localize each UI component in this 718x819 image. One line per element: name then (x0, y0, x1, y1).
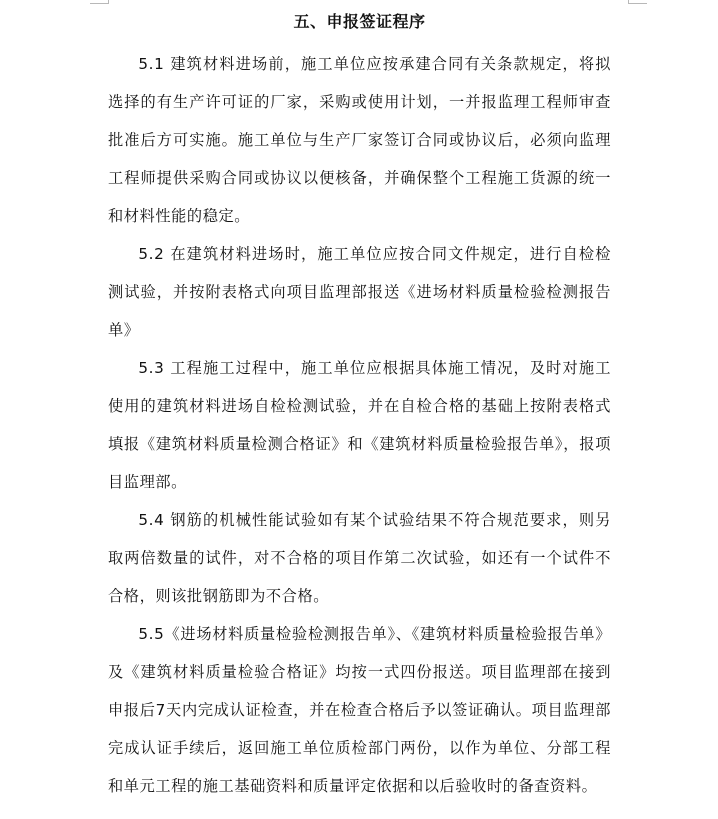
page-margin-mark-left (90, 0, 109, 4)
paragraph-5-1: 5.1 建筑材料进场前，施工单位应按承建合同有关条款规定，将拟选择的有生产许可证的厂家，采购或使用计划，一并报监理工程师审查批准后方可实施。施工单位与生产厂家签订合同或协议后，必须向监理工程师提供采购合同或协议以便核备，并确保整个工程施工货源的统一和材料性能的稳定。 (108, 55, 611, 225)
section-heading: 五、申报签证程序 (293, 12, 426, 31)
paragraph-5-2: 5.2 在建筑材料进场时，施工单位应按合同文件规定，进行自检检测试验，并按附表格式向项目监理部报送《进场材料质量检验检测报告单》 (108, 245, 611, 339)
paragraph-5-5: 5.5《进场材料质量检验检测报告单》、《建筑材料质量检验报告单》及《建筑材料质量检验合格证》均按一式四份报送。项目监理部在接到申报后7天内完成认证检查，并在检查合格后予以签证确认。项目监理部完成认证手续后，返回施工单位质检部门两份，以作为单位、分部工程和单元工程的施工基础资料和质量评定依据和以后验收时的备查资料。 (108, 625, 611, 795)
document-page (108, 8, 611, 805)
paragraph-5-3: 5.3 工程施工过程中，施工单位应根据具体施工情况，及时对施工使用的建筑材料进场自检检测试验，并在自检合格的基础上按附表格式填报《建筑材料质量检测合格证》和《建筑材料质量检验报告单》，报项目监理部。 (108, 359, 611, 491)
page-margin-mark-right (628, 0, 647, 4)
paragraph-5-4: 5.4 钢筋的机械性能试验如有某个试验结果不符合规范要求，则另取两倍数量的试件，对不合格的项目作第二次试验，如还有一个试件不合格，则该批钢筋即为不合格。 (108, 511, 611, 605)
